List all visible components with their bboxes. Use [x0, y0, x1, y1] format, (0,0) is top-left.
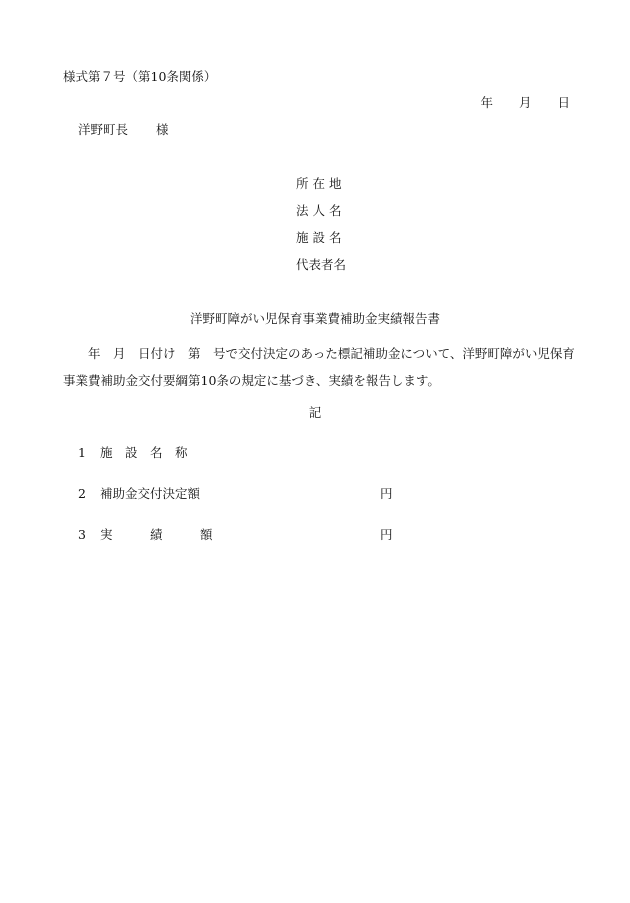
- sender-corp-label: 法 人 名: [296, 203, 342, 218]
- item-number: 2: [78, 486, 86, 501]
- item-unit: 円: [380, 527, 393, 542]
- sender-address-label: 所 在 地: [296, 176, 342, 191]
- item-row: [78, 486, 393, 501]
- date-line: 年 月 日: [480, 95, 570, 110]
- sender-rep-label: 代表者名: [296, 257, 347, 272]
- item-row: [78, 445, 188, 460]
- item-label: 実 績 額: [100, 527, 213, 542]
- item-row: [78, 527, 393, 542]
- sender-facility-label: 施 設 名: [296, 230, 342, 245]
- body-text: 年 月 日付け 第 号で交付決定のあった標記補助金について、洋野町障がい児保育事業費補助金交付要綱第10条の規定に基づき、実績を報告します。: [63, 346, 575, 388]
- addressee: 洋野町長 様: [78, 122, 169, 137]
- item-unit: 円: [380, 486, 393, 501]
- ki-heading: 記: [308, 405, 322, 420]
- item-label: 補助金交付決定額: [100, 486, 201, 501]
- document-title: 洋野町障がい児保育事業費補助金実績報告書: [189, 311, 440, 326]
- item-number: 1: [78, 445, 86, 460]
- item-number: 3: [78, 527, 86, 542]
- item-label: 施 設 名 称: [100, 445, 188, 460]
- form-number: 様式第７号（第10条関係）: [63, 69, 217, 84]
